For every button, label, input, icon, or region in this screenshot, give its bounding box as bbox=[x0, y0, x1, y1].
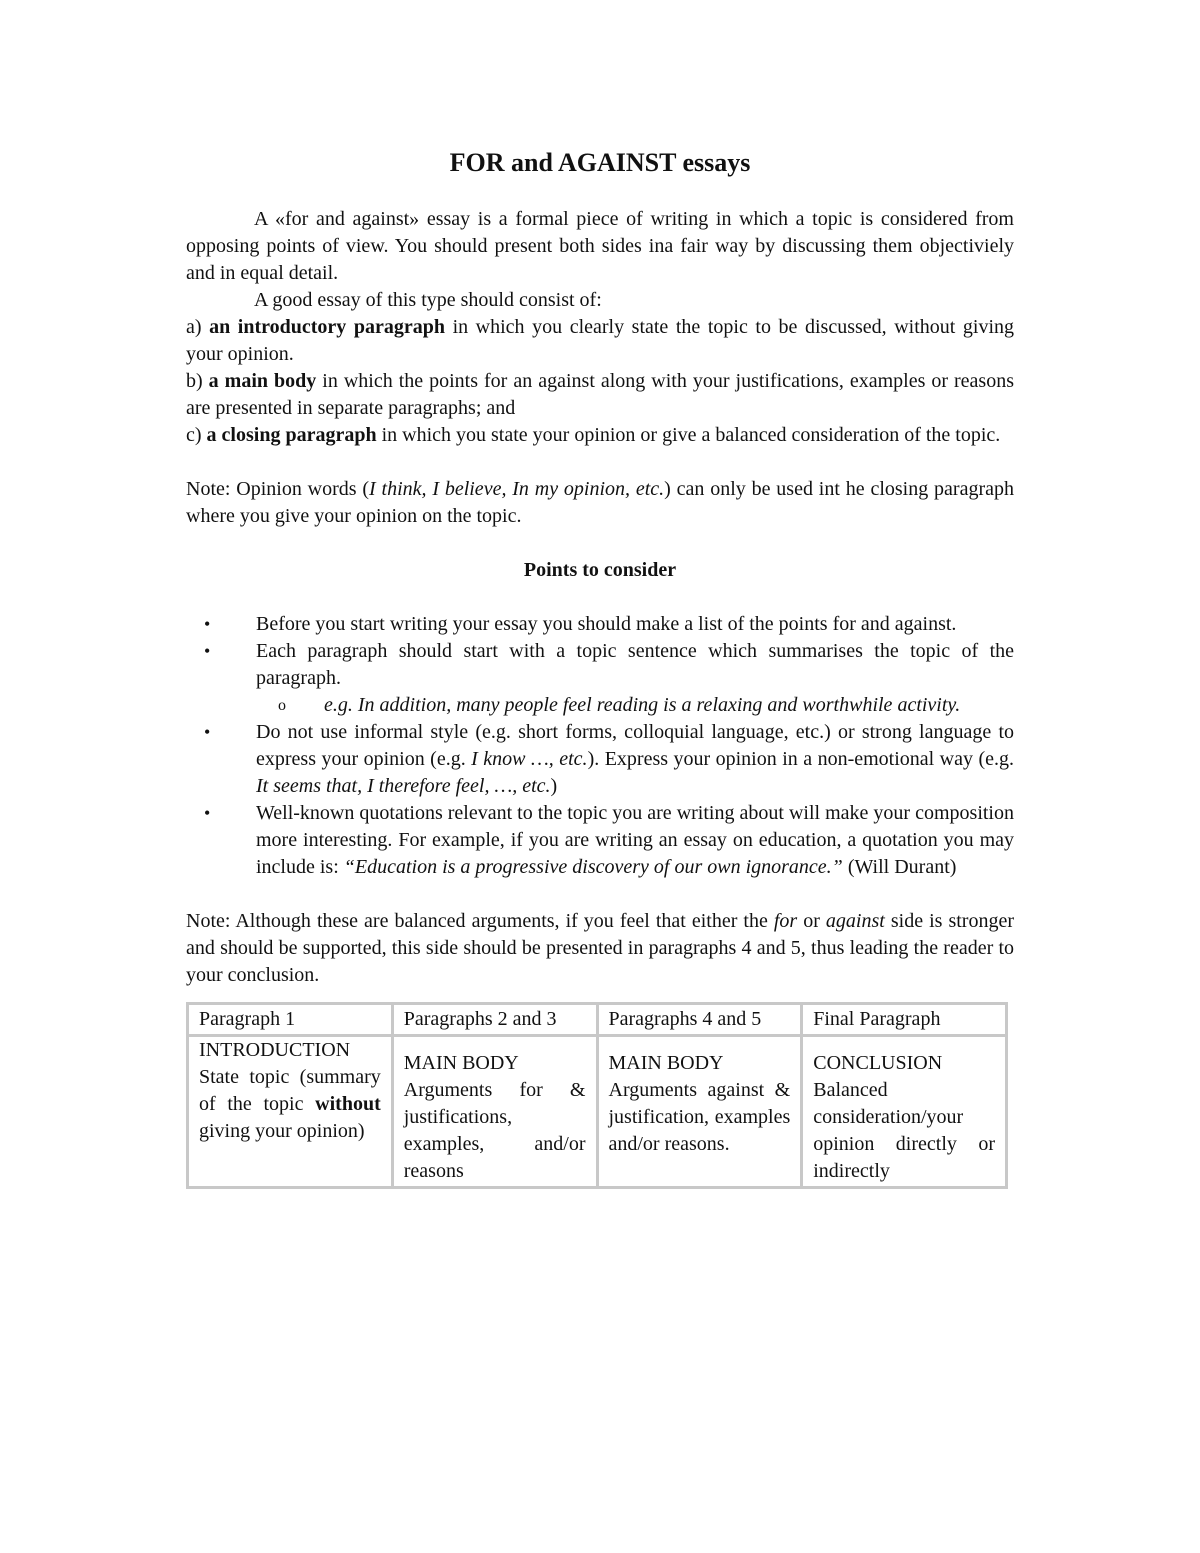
cell-text: State topic (summary of the topic without giving your opinion) bbox=[199, 1066, 381, 1142]
list-item: • Well-known quotations relevant to the topic you are writing about will make your composition more interesting. For example, if you are writing an essay on education, a quotation you may include is: “Education is a progressive discovery of our own ignorance.” (Will Durant) bbox=[204, 802, 1014, 878]
document-title: FOR and AGAINST essays bbox=[449, 148, 751, 177]
consist-of-line: A good essay of this type should consist of: bbox=[254, 289, 602, 311]
essay-structure-table bbox=[186, 1002, 1008, 1189]
cell-text: Arguments against & justification, examples and/or reasons. bbox=[608, 1079, 791, 1155]
circle-bullet-icon: o bbox=[278, 697, 286, 714]
cell-title: CONCLUSION bbox=[813, 1052, 943, 1074]
item-c: c) a closing paragraph in which you state your opinion or give a balanced consideration of the topic. bbox=[186, 424, 1001, 446]
points-list bbox=[186, 611, 1014, 881]
table-header-cell: Paragraphs 4 and 5 bbox=[597, 1004, 802, 1036]
table-header-cell: Paragraph 1 bbox=[188, 1004, 393, 1036]
table-header-cell: Paragraphs 2 and 3 bbox=[392, 1004, 597, 1036]
cell-title: MAIN BODY bbox=[403, 1052, 519, 1074]
list-item: • Before you start writing your essay you should make a list of the points for and against. bbox=[186, 611, 1014, 638]
points-heading: Points to consider bbox=[523, 559, 677, 581]
cell-text: Arguments for & justifications, examples, and/or reasons bbox=[403, 1079, 586, 1182]
sub-list-item: o e.g. In addition, many people feel reading is a relaxing and worthwhile activity. bbox=[186, 692, 1014, 719]
item-a: a) an introductory paragraph in which you clearly state the topic to be discussed, without giving your opinion. bbox=[186, 316, 1014, 365]
table-cell-main-body-for bbox=[392, 1036, 597, 1188]
table-cell-conclusion bbox=[802, 1036, 1007, 1188]
list-item: • Each paragraph should start with a topic sentence which summarises the topic of the paragraph. o e.g. In addition, many people feel reading is a relaxing and worthwhile activity. bbox=[186, 638, 1014, 719]
intro-paragraph: A «for and against» essay is a formal piece of writing in which a topic is considered from opposing points of view. You should present both sides ina fair way by discussing them objectiviely and in equal detail. bbox=[186, 208, 1014, 284]
cell-title: MAIN BODY bbox=[608, 1052, 724, 1074]
table-header-row bbox=[188, 1004, 1007, 1036]
balanced-arguments-note: Note: Although these are balanced arguments, if you feel that either the for or against side is stronger and should be supported, this side should be presented in paragraphs 4 and 5, thus leading the reader to your conclusion. bbox=[186, 910, 1014, 986]
table-cell-introduction bbox=[188, 1036, 393, 1188]
bullet-icon: • bbox=[204, 722, 211, 742]
opinion-words-note: Note: Opinion words (I think, I believe, In my opinion, etc.) can only be used int he closing paragraph where you give your opinion on the topic. bbox=[186, 478, 1014, 527]
list-item: • Do not use informal style (e.g. short forms, colloquial language, etc.) or strong language to express your opinion (e.g. I know …, etc.). Express your opinion in a non-emotional way (e.g. It seems that, I therefore feel, …, etc.) bbox=[204, 721, 1014, 797]
table-row bbox=[188, 1036, 1007, 1188]
sub-list bbox=[256, 692, 1014, 719]
document-page bbox=[186, 140, 1014, 1189]
cell-text: Balanced consideration/your opinion directly or indirectly bbox=[813, 1079, 995, 1182]
table-cell-main-body-against bbox=[597, 1036, 802, 1188]
bullet-icon: • bbox=[204, 641, 211, 661]
bullet-icon: • bbox=[204, 803, 211, 823]
bullet-icon: • bbox=[204, 614, 211, 634]
table-header-cell: Final Paragraph bbox=[802, 1004, 1007, 1036]
cell-title: INTRODUCTION bbox=[199, 1039, 351, 1061]
item-b: b) a main body in which the points for an against along with your justifications, examples or reasons are presented in separate paragraphs; and bbox=[186, 370, 1015, 419]
